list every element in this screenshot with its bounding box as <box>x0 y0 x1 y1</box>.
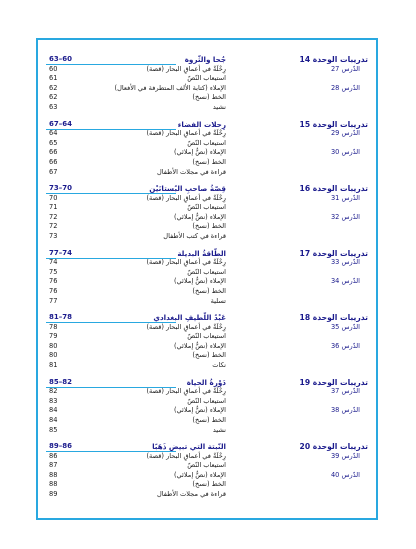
heading-underline <box>46 258 176 259</box>
unit-block <box>38 249 376 314</box>
toc-row <box>38 268 376 278</box>
page-number: 62 <box>49 93 58 102</box>
unit-title: تدريبات الوحدة 18 <box>299 313 368 322</box>
page-number: 66 <box>49 148 58 157</box>
topic-item[interactable]: الإملاء (نصٌّ إملائي) <box>173 470 226 479</box>
page-number: 65 <box>49 138 58 147</box>
topic-item[interactable]: الخط (نسخ) <box>192 93 226 102</box>
lesson-label: الدّرس 29 <box>330 129 360 138</box>
topic-item[interactable]: قراءة في مجلات الأطفال <box>156 167 226 176</box>
page-number: 79 <box>49 332 58 341</box>
topic-item[interactable]: الإملاء (نصٌّ إملائي) <box>173 212 226 221</box>
toc-row <box>38 332 376 342</box>
unit-block <box>38 378 376 443</box>
page-range: 63–60 <box>49 55 72 63</box>
page-number: 85 <box>49 425 58 434</box>
topic-heading[interactable]: دَوْرةُ الحياة <box>186 377 226 387</box>
lesson-label: الدّرس 30 <box>330 148 360 157</box>
page-number: 89 <box>49 490 58 498</box>
toc-row <box>38 342 376 352</box>
page-number: 80 <box>49 341 58 350</box>
unit-block <box>38 184 376 249</box>
topic-item[interactable]: الإملاء (نصٌّ إملائي) <box>173 148 226 157</box>
page-number: 64 <box>49 129 58 138</box>
toc-row <box>38 277 376 287</box>
topic-item[interactable]: استيعاب النّصّ <box>187 74 226 83</box>
topic-item[interactable]: استيعاب النّصّ <box>187 461 226 470</box>
topic-item[interactable]: نشيد <box>212 425 226 434</box>
topic-item[interactable]: الخط (نسخ) <box>192 480 226 489</box>
toc-row <box>38 148 376 158</box>
topic-heading[interactable]: رِحلات الفضاء <box>177 119 226 129</box>
topic-item[interactable]: الإملاء (نصٌّ إملائي) <box>173 341 226 350</box>
topic-item[interactable]: نكات <box>212 361 226 369</box>
toc-row <box>38 194 376 204</box>
page-number: 87 <box>49 461 58 470</box>
topic-item[interactable]: الخط (نسخ) <box>192 222 226 231</box>
page-number: 62 <box>49 83 58 92</box>
page-range: 73–70 <box>49 184 72 192</box>
topic-item[interactable]: رِحْلَةٌ في أعماقِ البحار (قصة) <box>146 451 226 460</box>
topic-item[interactable]: الخط (نسخ) <box>192 286 226 295</box>
topic-item[interactable]: الإملاء (كتابة الألف المتطرفة في الأفعال) <box>114 83 226 92</box>
toc-row <box>38 471 376 481</box>
topic-item[interactable]: استيعاب النّصّ <box>187 203 226 212</box>
lesson-label: الدّرس 28 <box>330 83 360 92</box>
toc-row <box>38 139 376 149</box>
lesson-label: الدّرس 37 <box>330 387 360 396</box>
toc-row <box>38 297 376 307</box>
lesson-label: الدّرس 34 <box>330 277 360 286</box>
topic-heading[interactable]: الطّاقةُ البديلة <box>177 248 226 258</box>
topic-item[interactable]: نشيد <box>212 103 226 111</box>
page-number: 81 <box>49 361 58 369</box>
toc-row <box>38 203 376 213</box>
heading-underline <box>46 129 176 130</box>
topic-heading[interactable]: جُحا والثّروة <box>184 55 226 64</box>
page-number: 73 <box>49 232 58 240</box>
toc-row <box>38 480 376 490</box>
page-number: 83 <box>49 396 58 405</box>
page-number: 84 <box>49 415 58 424</box>
page-number: 74 <box>49 258 58 267</box>
topic-item[interactable]: استيعاب النّصّ <box>187 138 226 147</box>
topic-item[interactable]: الخط (نسخ) <box>192 157 226 166</box>
toc-row <box>38 103 376 113</box>
page-number: 86 <box>49 451 58 460</box>
topic-item[interactable]: استيعاب النّصّ <box>187 267 226 276</box>
unit-block <box>38 313 376 378</box>
heading-underline <box>46 64 176 65</box>
topic-item[interactable]: رِحْلَةٌ في أعماقِ البحار (قصة) <box>146 258 226 267</box>
lesson-label: الدّرس 39 <box>330 451 360 460</box>
toc-row <box>38 387 376 397</box>
page-number: 72 <box>49 222 58 231</box>
toc-row <box>38 168 376 178</box>
topic-heading[interactable]: عَبْدُ اللّطيفِ البغدادي <box>153 313 226 322</box>
page-number: 60 <box>49 64 58 73</box>
toc-row <box>38 323 376 333</box>
topic-item[interactable]: الخط (نسخ) <box>192 415 226 424</box>
toc-row <box>38 158 376 168</box>
page-number: 77 <box>49 296 58 305</box>
lesson-label: الدّرس 40 <box>330 470 360 479</box>
lesson-label: الدّرس 36 <box>330 341 360 350</box>
toc-row <box>38 129 376 139</box>
topic-item[interactable]: الخط (نسخ) <box>192 351 226 360</box>
unit-title: تدريبات الوحدة 19 <box>299 377 368 387</box>
page-range: 89–86 <box>49 442 72 450</box>
page-number: 84 <box>49 406 58 415</box>
toc-row <box>38 84 376 94</box>
toc-row <box>38 351 376 361</box>
page-range: 81–78 <box>49 313 72 321</box>
toc-row <box>38 74 376 84</box>
topic-item[interactable]: الإملاء (نصٌّ إملائي) <box>173 406 226 415</box>
page-range: 67–64 <box>49 119 72 128</box>
page-range: 77–74 <box>49 248 72 257</box>
topic-item[interactable]: قراءة في مجلات الأطفال <box>156 490 226 498</box>
topic-item[interactable]: رِحْلَةٌ في أعماقِ البحار (قصة) <box>146 193 226 202</box>
page-number: 72 <box>49 212 58 221</box>
heading-underline <box>46 322 176 323</box>
lesson-label: الدّرس 38 <box>330 406 360 415</box>
unit-title: تدريبات الوحدة 20 <box>299 442 368 451</box>
unit-title: تدريبات الوحدة 14 <box>299 55 368 64</box>
page-number: 76 <box>49 277 58 286</box>
toc-row <box>38 452 376 462</box>
toc-row <box>38 361 376 371</box>
topic-item[interactable]: الإملاء (نصٌّ إملائي) <box>173 277 226 286</box>
page-number: 88 <box>49 470 58 479</box>
toc-row <box>38 406 376 416</box>
topic-heading[interactable]: النّبتة التي تبيض ذَهَبًا <box>152 442 226 451</box>
lesson-label: الدّرس 35 <box>330 322 360 331</box>
topic-item[interactable]: رِحْلَةٌ في أعماقِ البحار (قصة) <box>146 64 226 73</box>
toc-row <box>38 65 376 75</box>
toc-row <box>38 232 376 242</box>
unit-title: تدريبات الوحدة 15 <box>299 119 368 129</box>
lesson-label: الدّرس 32 <box>330 212 360 221</box>
page-number: 61 <box>49 74 58 83</box>
topic-item[interactable]: رِحْلَةٌ في أعماقِ البحار (قصة) <box>146 322 226 331</box>
unit-block <box>38 442 376 507</box>
page-number: 78 <box>49 322 58 331</box>
lesson-label: الدّرس 27 <box>330 64 360 73</box>
topic-item[interactable]: استيعاب النّصّ <box>187 396 226 405</box>
toc-row <box>38 426 376 436</box>
unit-title: تدريبات الوحدة 16 <box>299 184 368 193</box>
page-number: 67 <box>49 167 58 176</box>
page-number: 80 <box>49 351 58 360</box>
topic-item[interactable]: استيعاب النّصّ <box>187 332 226 341</box>
topic-item[interactable]: رِحْلَةٌ في أعماقِ البحار (قصة) <box>146 129 226 138</box>
toc-row <box>38 93 376 103</box>
page-range: 85–82 <box>49 377 72 386</box>
page-number: 76 <box>49 286 58 295</box>
page-number: 66 <box>49 157 58 166</box>
topic-heading[interactable]: قِصّةُ صاحبِ البُستانَيْن <box>149 184 226 193</box>
topic-item[interactable]: رِحْلَةٌ في أعماقِ البحار (قصة) <box>146 387 226 396</box>
toc-row <box>38 213 376 223</box>
toc-row <box>38 490 376 500</box>
page-number: 88 <box>49 480 58 489</box>
page-number: 75 <box>49 267 58 276</box>
toc-row <box>38 222 376 232</box>
page-number: 70 <box>49 193 58 202</box>
heading-underline <box>46 387 176 388</box>
lesson-label: الدّرس 31 <box>330 193 360 202</box>
page-number: 71 <box>49 203 58 212</box>
toc-row <box>38 461 376 471</box>
lesson-label: الدّرس 33 <box>330 258 360 267</box>
unit-block <box>38 55 376 120</box>
heading-underline <box>46 193 176 194</box>
unit-title: تدريبات الوحدة 17 <box>299 248 368 258</box>
page-number: 63 <box>49 103 58 111</box>
toc-row <box>38 287 376 297</box>
toc-row <box>38 258 376 268</box>
toc-row <box>38 416 376 426</box>
page-number: 82 <box>49 387 58 396</box>
unit-block <box>38 120 376 185</box>
contents-frame <box>36 38 378 520</box>
toc-row <box>38 397 376 407</box>
heading-underline <box>46 451 176 452</box>
topic-item[interactable]: قراءة في كتب الأطفال <box>163 232 226 240</box>
topic-item[interactable]: تسلية <box>210 296 226 305</box>
